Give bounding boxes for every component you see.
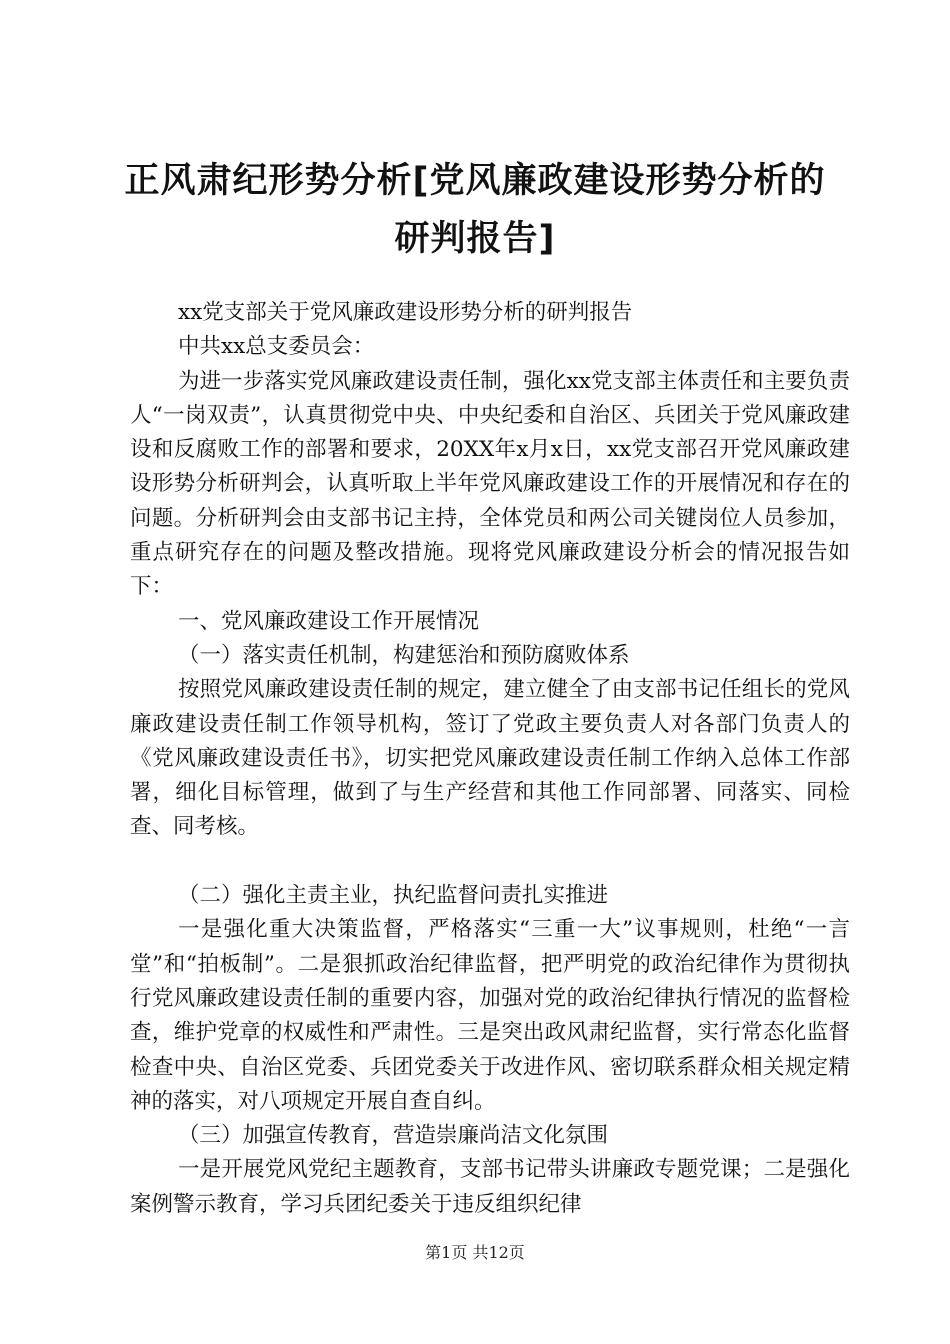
- intro-paragraph: 为进一步落实党风廉政建设责任制，强化xx党支部主体责任和主要负责人“一岗双责”，认真贯彻党中央、中央纪委和自治区、兵团关于党风廉政建设和反腐败工作的部署和要求，20XX年x月x日，xx党支部召开党风廉政建设形势分析研判会，认真听取上半年党风廉政建设工作的开展情况和存在的问题。分析研判会由支部书记主持，全体党员和两公司关键岗位人员参加，重点研究存在的问题及整改措施。现将党风廉政建设分析会的情况报告如下：: [130, 368, 850, 600]
- paragraph-spacer: [130, 845, 850, 879]
- page-number: 第1页 共12页: [425, 1243, 525, 1262]
- subsection-heading-2: （二）强化主责主业，执纪监督问责扎实推进: [178, 883, 609, 909]
- subsection-paragraph-2: 一是强化重大决策监督，严格落实“三重一大”议事规则，杜绝“一言堂”和“拍板制”。二是狠抓政治纪律监督，把严明党的政治纪律作为贯彻执行党风廉政建设责任制的重要内容，加强对党的政治纪律执行情况的监督检查，维护党章的权威性和严肃性。三是突出政风肃纪监督，实行常态化监督检查中央、自治区党委、兵团党委关于改进作风、密切联系群众相关规定精神的落实，对八项规定开展自查自纠。: [130, 917, 850, 1114]
- salutation: 中共xx总支委员会：: [178, 334, 375, 360]
- section-heading-1: 一、党风廉政建设工作开展情况: [178, 608, 480, 634]
- report-heading: xx党支部关于党风廉政建设形势分析的研判报告: [178, 300, 633, 325]
- document-title-line-2: 研判报告]: [394, 219, 556, 259]
- subsection-paragraph-1: 按照党风廉政建设责任制的规定，建立健全了由支部书记任组长的党风廉政建设责任制工作领导机构，签订了党政主要负责人对各部门负责人的《党风廉政建设责任书》，切实把党风廉政建设责任制工作纳入总体工作部署，细化目标管理，做到了与生产经营和其他工作同部署、同落实、同检查、同考核。: [130, 677, 850, 840]
- subsection-heading-1: （一）落实责任机制，构建惩治和预防腐败体系: [178, 642, 630, 668]
- subsection-heading-3: （三）加强宣传教育，营造崇廉尚洁文化氛围: [178, 1123, 609, 1149]
- document-title-line-1: 正风肃纪形势分析[党风廉政建设形势分析的: [124, 161, 826, 201]
- document-body: [130, 296, 850, 1222]
- subsection-paragraph-3: 一是开展党风党纪主题教育，支部书记带头讲廉政专题党课；二是强化案例警示教育，学习兵团纪委关于违反组织纪律: [130, 1157, 850, 1217]
